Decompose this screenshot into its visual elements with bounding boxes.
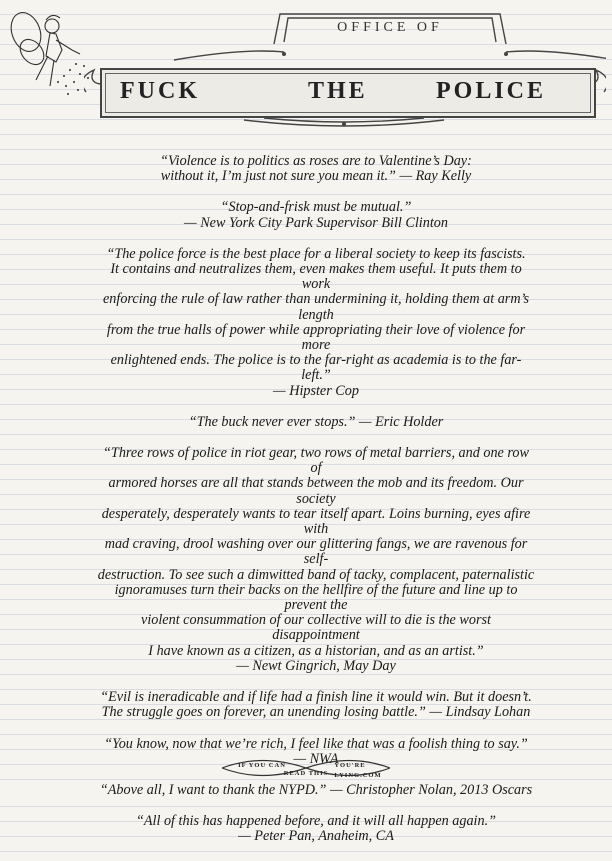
quote-line: from the true halls of power while appropriating their love of violence for more (106, 321, 526, 354)
quote-attribution: — NWA (293, 750, 339, 767)
quote-line: without it, I’m just not sure you mean it.” — Ray Kelly (160, 168, 472, 185)
quote-block (96, 415, 536, 430)
quote-line: “All of this has happened before, and it will all happen again.” (135, 813, 497, 830)
banner-word-fuck: FUCK (120, 78, 200, 104)
quote-line: It contains and neutralizes them, even makes them useful. It puts them to work (110, 261, 522, 293)
quote-line: I have known as a citizen, as a historian, and as an artist.” (148, 642, 484, 659)
quote-block (96, 446, 536, 674)
quote-line: armored horses are all that stands between the mob and its freedom. Our society (108, 475, 524, 507)
quote-line: mad craving, drool washing over our glittering fangs, we are ravenous for self- (104, 536, 528, 568)
tinkerbell-fairy-illustration (6, 4, 94, 100)
quote-line: “Violence is to politics as roses are to Valentine’s Day: (160, 153, 472, 169)
quote-line: violent consummation of our collective will to die is the worst disappointment (141, 612, 491, 644)
banner-word-the: THE (308, 78, 368, 104)
title-banner (100, 68, 596, 118)
quote-line: ignoramuses turn their backs on the hellfire of the future and line up to prevent the (114, 581, 518, 614)
quote-line: “Three rows of police in riot gear, two rows of metal barriers, and one row of (103, 445, 529, 477)
quote-line: desperately, desperately wants to tear itself apart. Loins burning, eyes afire with (101, 505, 531, 538)
quote-line: enforcing the rule of law rather than undermining it, holding them at arm’s length (102, 291, 529, 323)
quote-attribution: — Hipster Cop (273, 382, 359, 399)
office-of-label: OFFICE OF (337, 20, 443, 35)
banner-word-police: POLICE (436, 78, 547, 104)
quote-line: The struggle goes on forever, an unending losing battle.” — Lindsay Lohan (101, 704, 531, 721)
quote-line: “Evil is ineradicable and if life had a finish line it would win. But it doesn’t. (100, 689, 532, 706)
quote-line: “The police force is the best place for a liberal society to keep its fascists. (106, 245, 526, 262)
badge-text-bottom-right: LYING.COM (334, 772, 382, 779)
quote-line: enlightened ends. The police is to the far-right as academia is to the far-left.” (110, 352, 522, 384)
quote-line: “The buck never ever stops.” — Eric Holder (188, 413, 444, 430)
quote-line: destruction. To see such a dimwitted band of tacky, complacent, paternalistic (97, 566, 535, 583)
badge-text-bottom-left: READ THIS (283, 770, 329, 777)
quote-attribution: — New York City Park Supervisor Bill Clinton (184, 214, 448, 231)
quote-block (96, 814, 536, 844)
quote-attribution: — Peter Pan, Anaheim, CA (238, 828, 394, 845)
quote-block (96, 200, 536, 230)
footer-ribbon-badge (218, 755, 394, 781)
badge-text-top-right: YOU'RE (334, 762, 366, 769)
quote-line: “You know, now that we’re rich, I feel like that was a foolish thing to say.” (104, 735, 528, 752)
quote-line: “Stop-and-frisk must be mutual.” (220, 199, 412, 216)
quote-block (96, 783, 536, 798)
quote-attribution: — Newt Gingrich, May Day (236, 657, 396, 674)
badge-text-top-left: IF YOU CAN (238, 762, 286, 769)
page-header (84, 8, 606, 128)
quote-block (96, 690, 536, 720)
quote-line: “Above all, I want to thank the NYPD.” — Christopher Nolan, 2013 Oscars (99, 781, 533, 798)
quote-block (96, 247, 536, 399)
quote-block (96, 154, 536, 184)
